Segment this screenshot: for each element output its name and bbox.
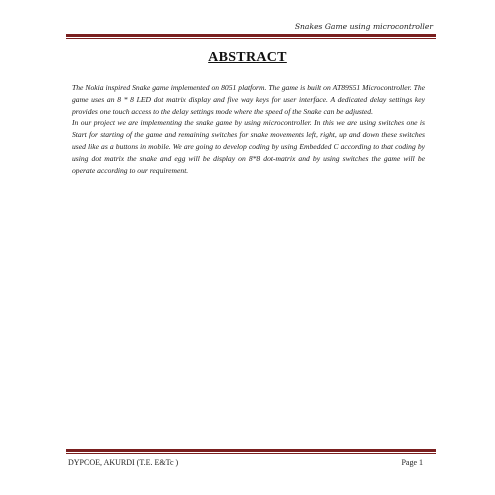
header-rule-thin: [66, 38, 436, 39]
page-number: Page 1: [401, 458, 423, 467]
footer-rule-thin: [66, 453, 436, 454]
page-title: ABSTRACT: [208, 50, 287, 65]
abstract-paragraph-2: In our project we are implementing the snake game by using microcontroller. In this we are using switches one is Start for starting of the game and remaining switches for snake movements left, right, up and down these switches used like as a buttons in mobile. We are going to develop coding by using Embedded C according to that coding by using dot matrix the snake and egg will be display on 8*8 dot-matrix and by using switches the game will be operate according to our requirement.: [72, 118, 425, 175]
header-rule-thick: [66, 34, 436, 37]
abstract-paragraph-1: The Nokia inspired Snake game implemented on 8051 platform. The game is built on AT89S51 Microcontroller. The game uses an 8 * 8 LED dot matrix display and five way keys for user interface. A dedicated delay settings key provides one touch access to the delay settings mode where the speed of the Snake can be adjusted.: [72, 83, 425, 116]
footer-rule-thick: [66, 449, 436, 452]
footer-institution: DYPCOE, AKURDI (T.E. E&Tc ): [68, 458, 179, 467]
running-header-title: Snakes Game using microcontroller: [294, 22, 433, 31]
abstract-body: [72, 82, 425, 176]
